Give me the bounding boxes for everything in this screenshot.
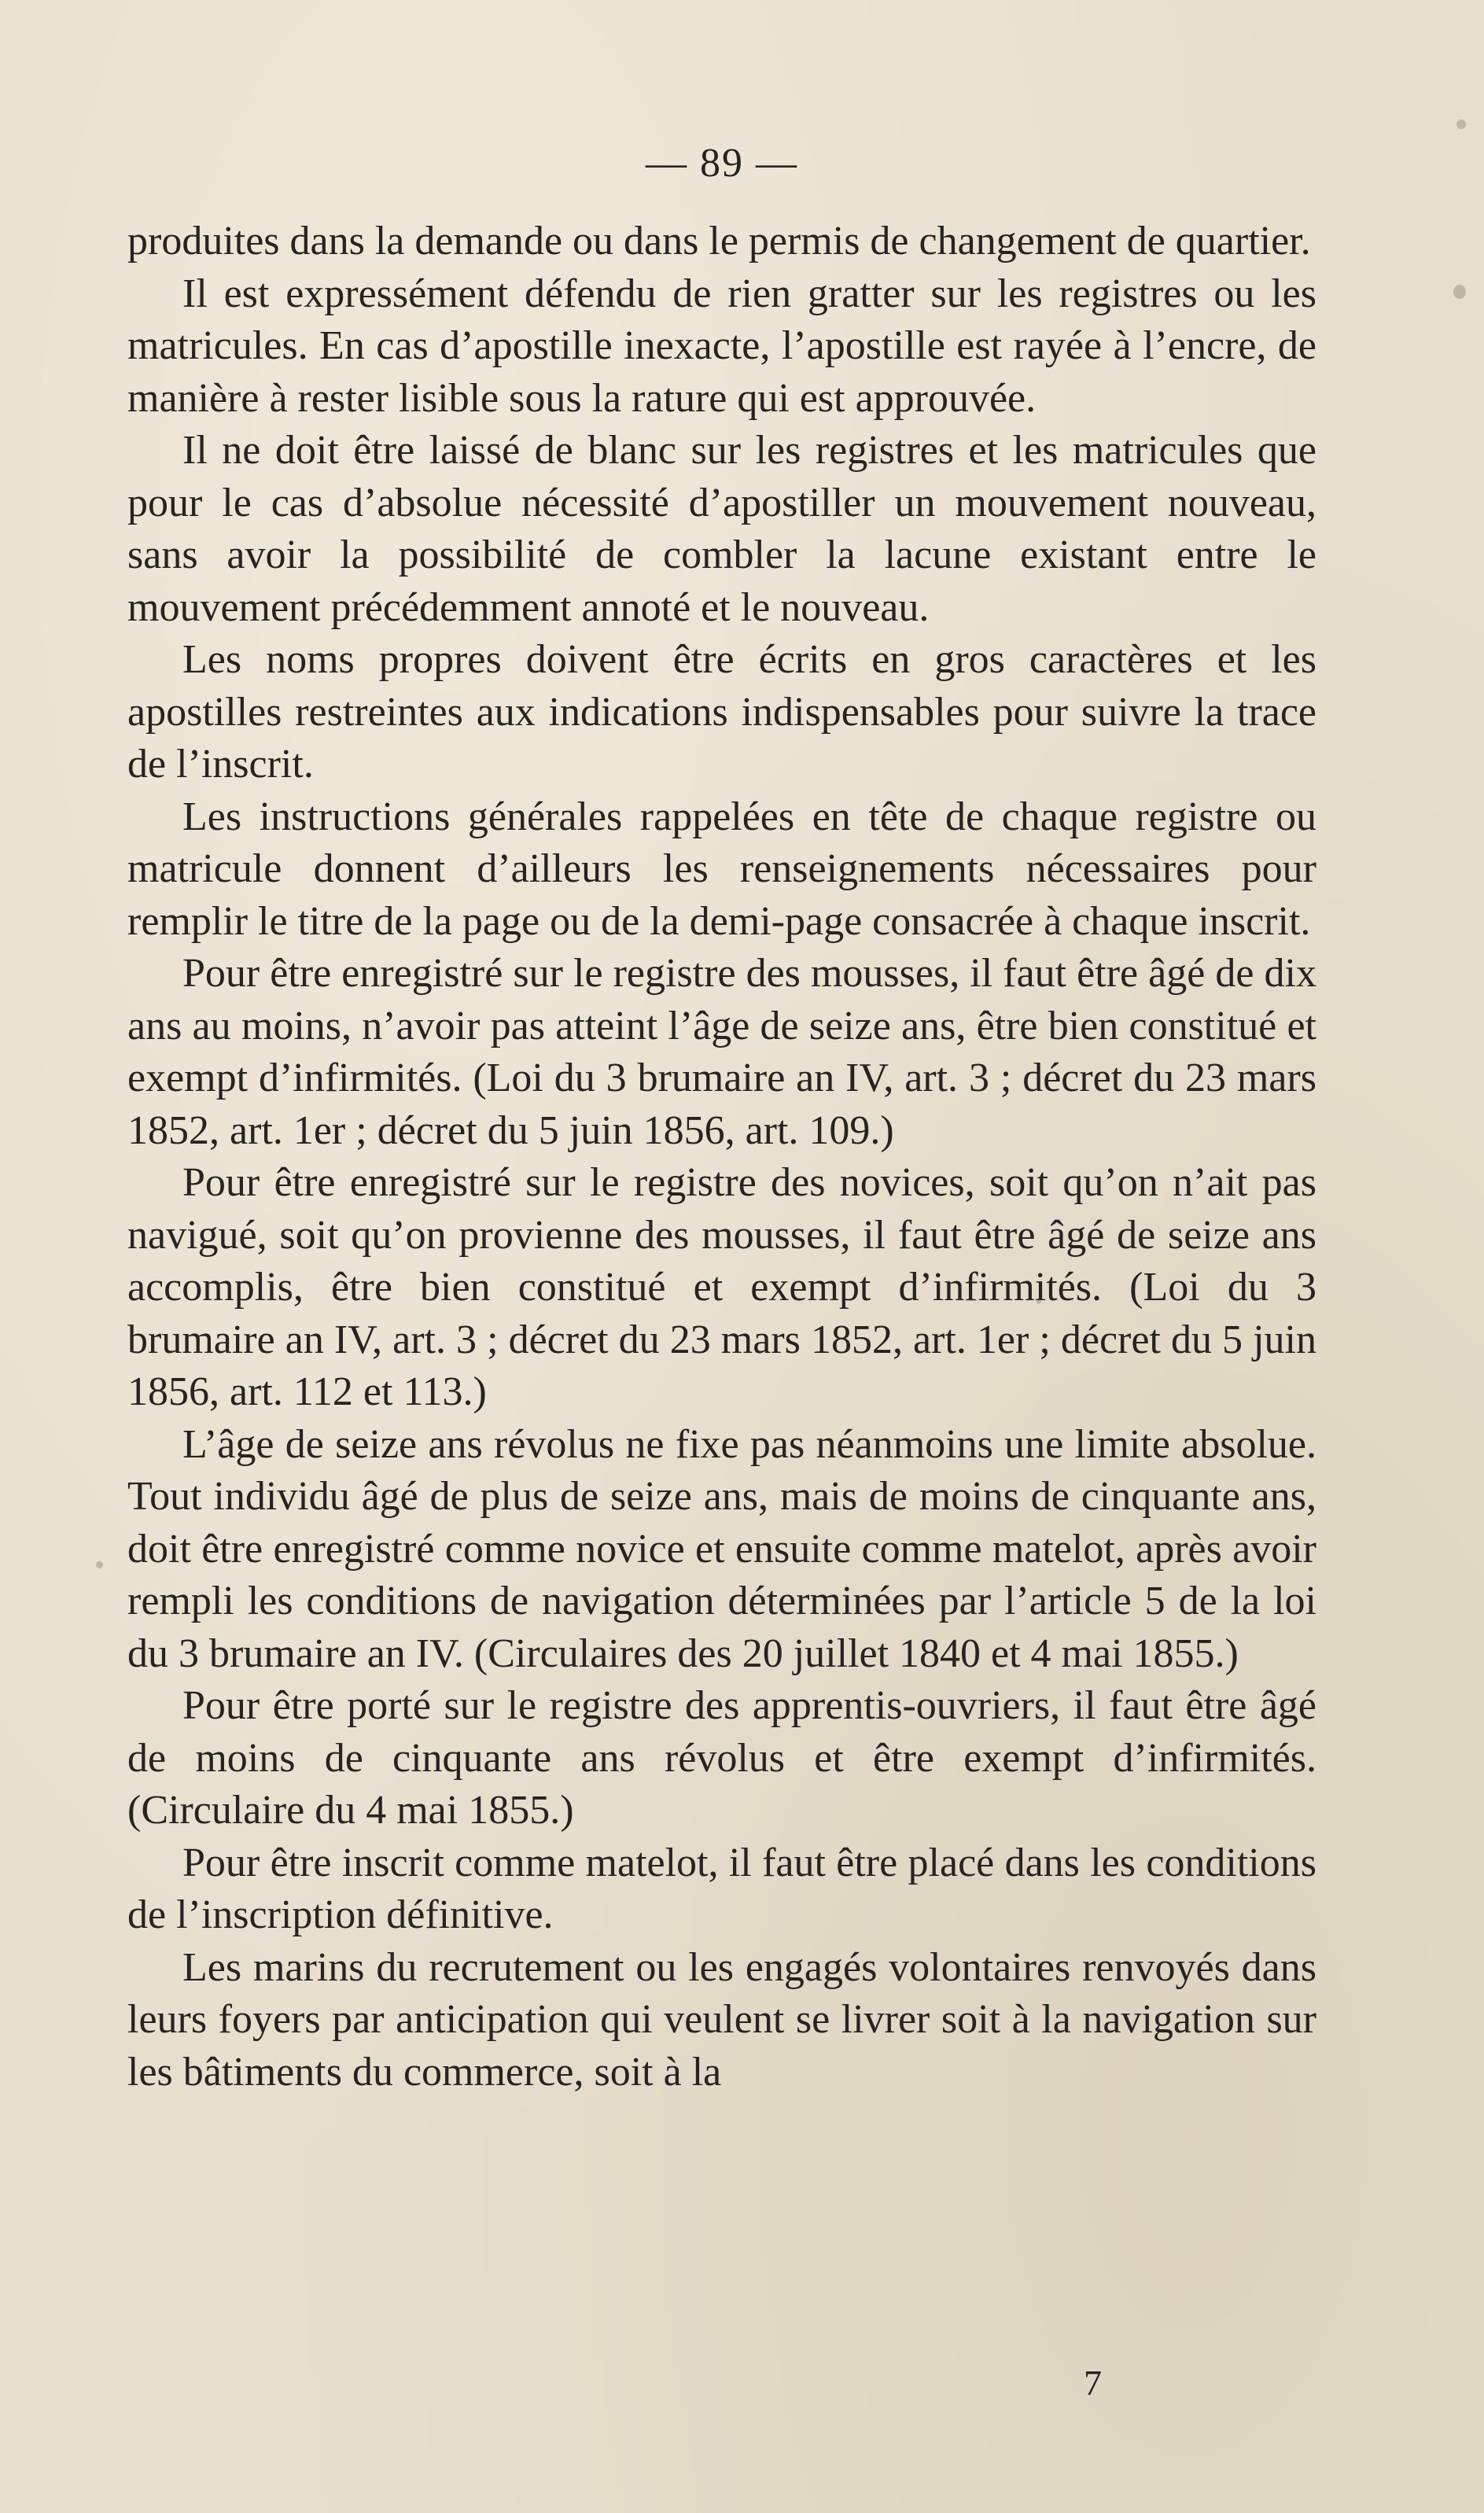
page-number: — 89 — bbox=[646, 141, 798, 186]
paper-speck bbox=[96, 1561, 103, 1568]
paper-speck bbox=[1037, 1299, 1041, 1304]
paragraph: Pour être porté sur le registre des apprentis-ouvriers, il faut être âgé de moins de cinquante ans révolus et être exempt d’infirmités. (Circulaire du 4 mai 1855.) bbox=[127, 1683, 1316, 1833]
signature-mark: 7 bbox=[1084, 2363, 1102, 2403]
paragraph: Pour être enregistré sur le registre des mousses, il faut être âgé de dix ans au moins, n’avoir pas atteint l’âge de seize ans, être bien constitué et exempt d’infirmités. (Loi du 3 brumaire an IV, art. 3 ; décret du 23 mars 1852, art. 1er ; décret du 5 juin 1856, art. 109.) bbox=[127, 951, 1316, 1153]
paragraph: Les marins du recrutement ou les engagés volontaires renvoyés dans leurs foyers par anticipation qui veulent se livrer soit à la navigation sur les bâtiments du commerce, soit à la bbox=[127, 1944, 1316, 2095]
paragraph: Les instructions générales rappelées en tête de chaque registre ou matricule donnent d’ailleurs les renseignements nécessaires pour remplir le titre de la page ou de la demi-page consacrée à chaque inscrit. bbox=[127, 794, 1316, 944]
body-text bbox=[127, 216, 1316, 2098]
paragraph: produites dans la demande ou dans le permis de changement de quartier. bbox=[127, 219, 1311, 263]
paper-speck bbox=[1456, 120, 1466, 129]
paper-speck bbox=[1453, 285, 1466, 299]
page bbox=[127, 140, 1316, 2098]
paragraph: Il ne doit être laissé de blanc sur les registres et les matricules que pour le cas d’absolue nécessité d’apostiller un mouvement nouveau, sans avoir la possibilité de combler la lacune existant entre le mouvement précédemment annoté et le nouveau. bbox=[127, 428, 1316, 630]
paragraph: Les noms propres doivent être écrits en gros caractères et les apostilles restreintes aux indications indispensables pour suivre la trace de l’inscrit. bbox=[127, 637, 1316, 787]
paragraph: L’âge de seize ans révolus ne fixe pas néanmoins une limite absolue. Tout individu âgé de plus de seize ans, mais de moins de cinquante ans, doit être enregistré comme novice et ensuite comme matelot, après avoir rempli les conditions de navigation déterminées par l’article 5 de la loi du 3 brumaire an IV. (Circulaires des 20 juillet 1840 et 4 mai 1855.) bbox=[127, 1421, 1316, 1676]
paragraph: Pour être enregistré sur le registre des novices, soit qu’on n’ait pas navigué, soit qu’on provienne des mousses, il faut être âgé de seize ans accomplis, être bien constitué et exempt d’infirmités. (Loi du 3 brumaire an IV, art. 3 ; décret du 23 mars 1852, art. 1er ; décret du 5 juin 1856, art. 112 et 113.) bbox=[127, 1160, 1316, 1414]
paragraph: Il est expressément défendu de rien gratter sur les registres ou les matricules. En cas d’apostille inexacte, l’apostille est rayée à l’encre, de manière à rester lisible sous la rature qui est approuvée. bbox=[127, 271, 1316, 421]
paragraph: Pour être inscrit comme matelot, il faut être placé dans les conditions de l’inscription définitive. bbox=[127, 1840, 1316, 1937]
